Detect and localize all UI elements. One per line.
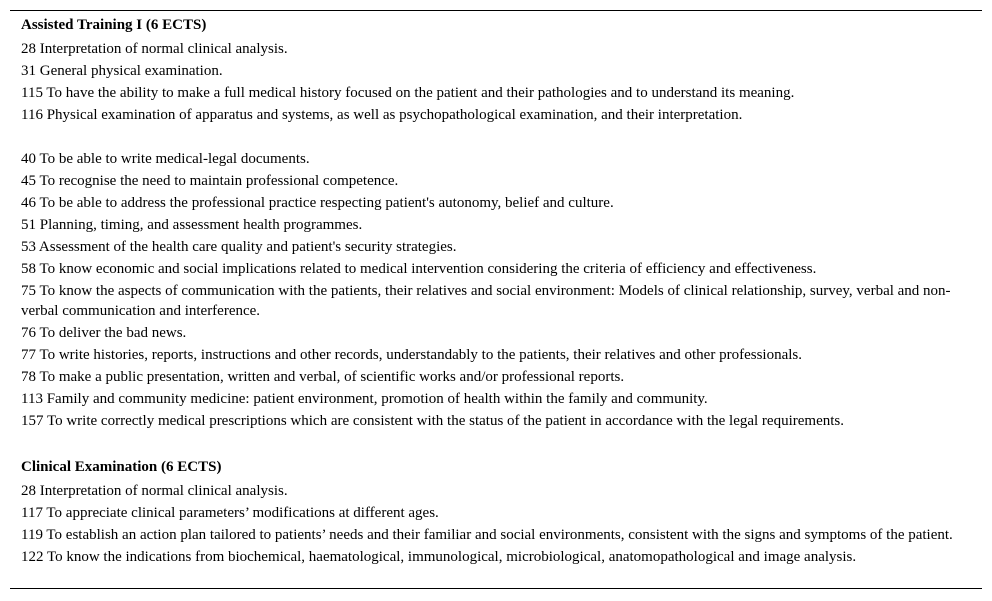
list-item: 113 Family and community medicine: patient environment, promotion of health within the family and community. (21, 391, 708, 407)
list-item: 157 To write correctly medical prescriptions which are consistent with the status of the patient in accordance with the legal requirements. (21, 413, 844, 429)
list-item: 46 To be able to address the professional practice respecting patient's autonomy, belief and culture. (21, 195, 614, 211)
list-item: 31 General physical examination. (21, 63, 223, 79)
list-item: 53 Assessment of the health care quality and patient's security strategies. (21, 239, 457, 255)
list-item: 76 To deliver the bad news. (21, 325, 187, 341)
spacer (21, 127, 966, 149)
list-item: 58 To know economic and social implications related to medical intervention considering the criteria of efficiency and effectiveness. (21, 261, 817, 277)
section-heading-clinical-examination: Clinical Examination (6 ECTS) (21, 459, 222, 475)
competencies-document (10, 10, 982, 589)
list-item: 116 Physical examination of apparatus and systems, as well as psychopathological examination, and their interpretation. (21, 107, 743, 123)
section-heading-assisted-training: Assisted Training I (6 ECTS) (21, 17, 207, 33)
list-item: 75 To know the aspects of communication with the patients, their relatives and social environment: Models of clinical relationship, survey, verbal and non-verbal communication and interference. (21, 283, 951, 319)
list-item: 77 To write histories, reports, instructions and other records, understandably to the patients, their relatives and other professionals. (21, 347, 802, 363)
list-item: 117 To appreciate clinical parameters’ modifications at different ages. (21, 505, 439, 521)
list-item: 28 Interpretation of normal clinical analysis. (21, 41, 288, 57)
document-content (21, 15, 966, 569)
list-item: 40 To be able to write medical-legal documents. (21, 151, 310, 167)
list-item: 78 To make a public presentation, written and verbal, of scientific works and/or professional reports. (21, 369, 625, 385)
spacer (21, 433, 966, 457)
list-item: 45 To recognise the need to maintain professional competence. (21, 173, 399, 189)
list-item: 119 To establish an action plan tailored to patients’ needs and their familiar and social environments, consistent with the signs and symptoms of the patient. (21, 527, 953, 543)
list-item: 51 Planning, timing, and assessment health programmes. (21, 217, 363, 233)
list-item: 28 Interpretation of normal clinical analysis. (21, 483, 288, 499)
list-item: 122 To know the indications from biochemical, haematological, immunological, microbiological, anatomopathological and image analysis. (21, 549, 857, 565)
list-item: 115 To have the ability to make a full medical history focused on the patient and their pathologies and to understand its meaning. (21, 85, 795, 101)
